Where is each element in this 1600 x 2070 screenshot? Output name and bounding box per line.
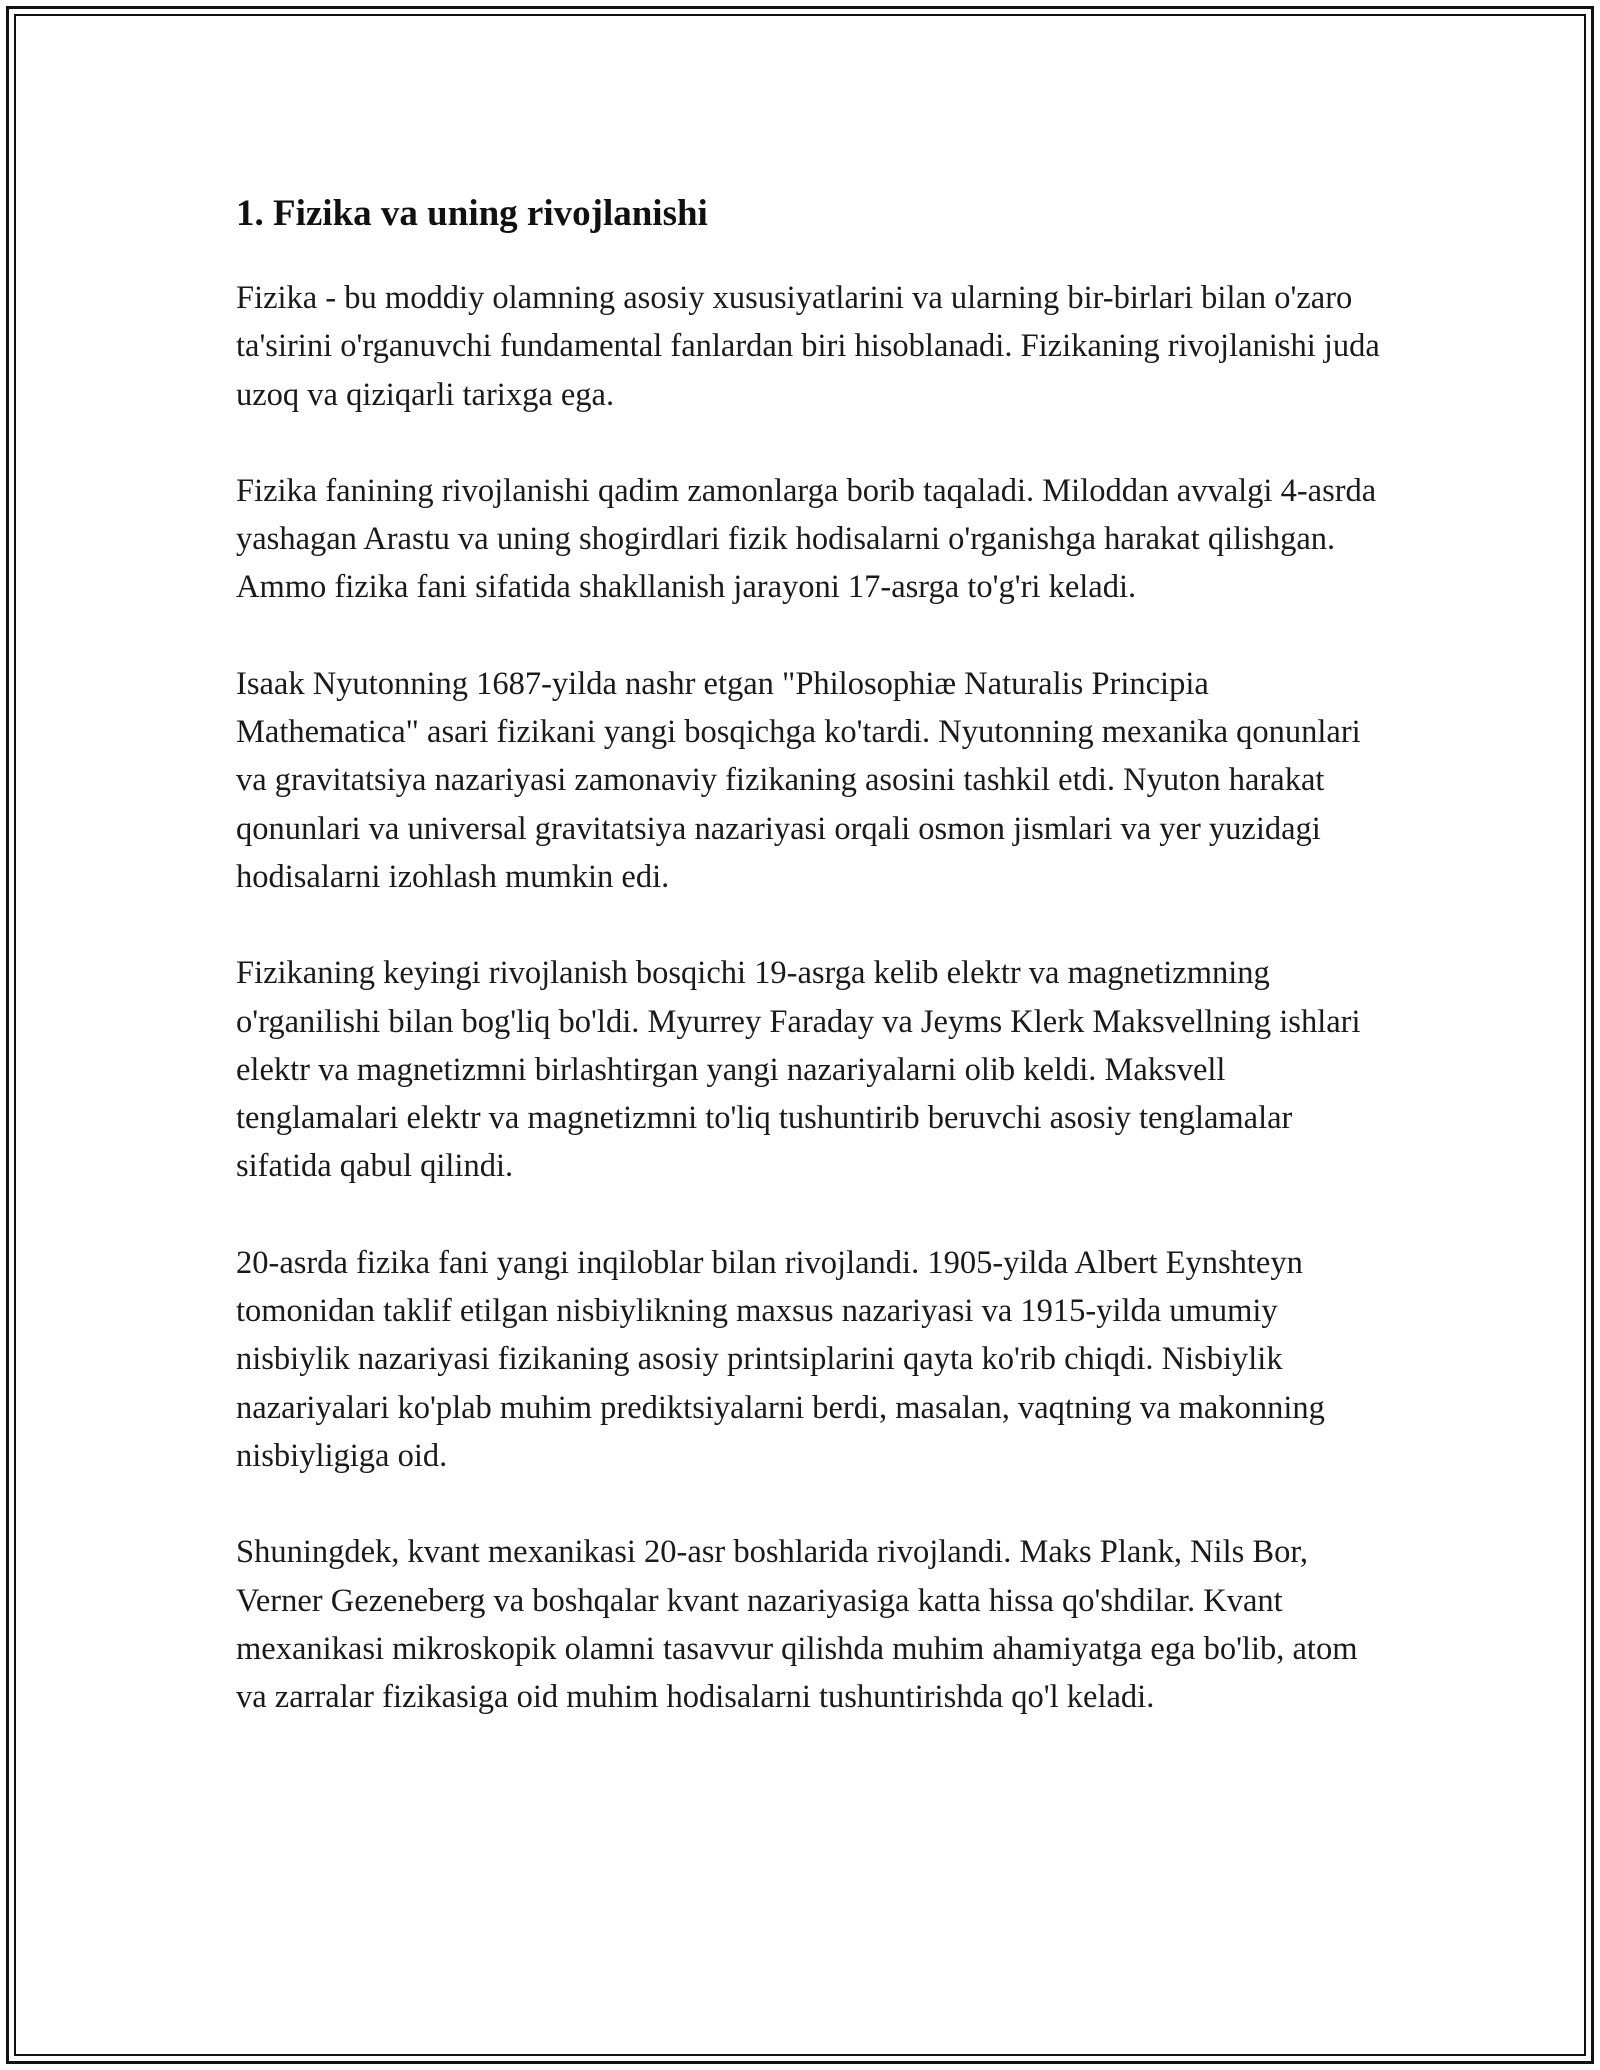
paragraph-electromagnetism: Fizikaning keyingi rivojlanish bosqichi 19-asrga kelib elektr va magnetizmning o'rganilishi bilan bog'liq bo'ldi. Myurrey Faraday va Jeyms Klerk Maksvellning ishlari elektr va magnetizmni birlashtirgan yangi nazariyalarni olib keldi. Maksvell tenglamalari elektr va magnetizmni to'liq tushuntirib beruvchi asosiy tenglamalar sifatida qabul qilindi. [236,955,1361,1185]
paragraph-intro: Fizika - bu moddiy olamning asosiy xususiyatlarini va ularning bir-birlari bilan o'zaro ta'sirini o'rganuvchi fundamental fanlardan biri hisoblanadi. Fizikaning rivojlanishi juda uzoq va qiziqarli tarixga ega. [236,280,1380,413]
paragraph-ancient-history: Fizika fanining rivojlanishi qadim zamonlarga borib taqaladi. Miloddan avvalgi 4-asrda yashagan Arastu va uning shogirdlari fizik hodisalarni o'rganishga harakat qilishgan. Ammo fizika fani sifatida shakllanish jarayoni 17-asrga to'g'ri keladi. [236,472,1377,606]
paragraph-relativity: 20-asrda fizika fani yangi inqiloblar bilan rivojlandi. 1905-yilda Albert Eynshteyn tomonidan taklif etilgan nisbiylikning maxsus nazariyasi va 1915-yilda umumiy nisbiylik nazariyasi fizikaning asosiy printsiplarini qayta ko'rib chiqdi. Nisbiylik nazariyalari ko'plab muhim prediktsiyalarni berdi, masalan, vaqtning va makonning nisbiyligiga oid. [236,1244,1325,1474]
section-heading: 1. Fizika va uning rivojlanishi [236,193,708,234]
paragraph-newton: Isaak Nyutonning 1687-yilda nashr etgan "Philosophiæ Naturalis Principia Mathematica" asari fizikani yangi bosqichga ko'tardi. Nyutonning mexanika qonunlari va gravitatsiya nazariyasi zamonaviy fizikaning asosini tashkil etdi. Nyuton harakat qonunlari va universal gravitatsiya nazariyasi orqali osmon jismlari va yer yuzidagi hodisalarni izohlash mumkin edi. [236,665,1361,895]
paragraph-quantum-mechanics: Shuningdek, kvant mexanikasi 20-asr boshlarida rivojlandi. Maks Plank, Nils Bor, Verner Gezeneberg va boshqalar kvant nazariyasiga katta hissa qo'shdilar. Kvant mexanikasi mikroskopik olamni tasavvur qilishda muhim ahamiyatga ega bo'lib, atom va zarralar fizikasiga oid muhim hodisalarni tushuntirishda qo'l keladi. [236,1534,1358,1716]
document-body [236,184,1386,1769]
